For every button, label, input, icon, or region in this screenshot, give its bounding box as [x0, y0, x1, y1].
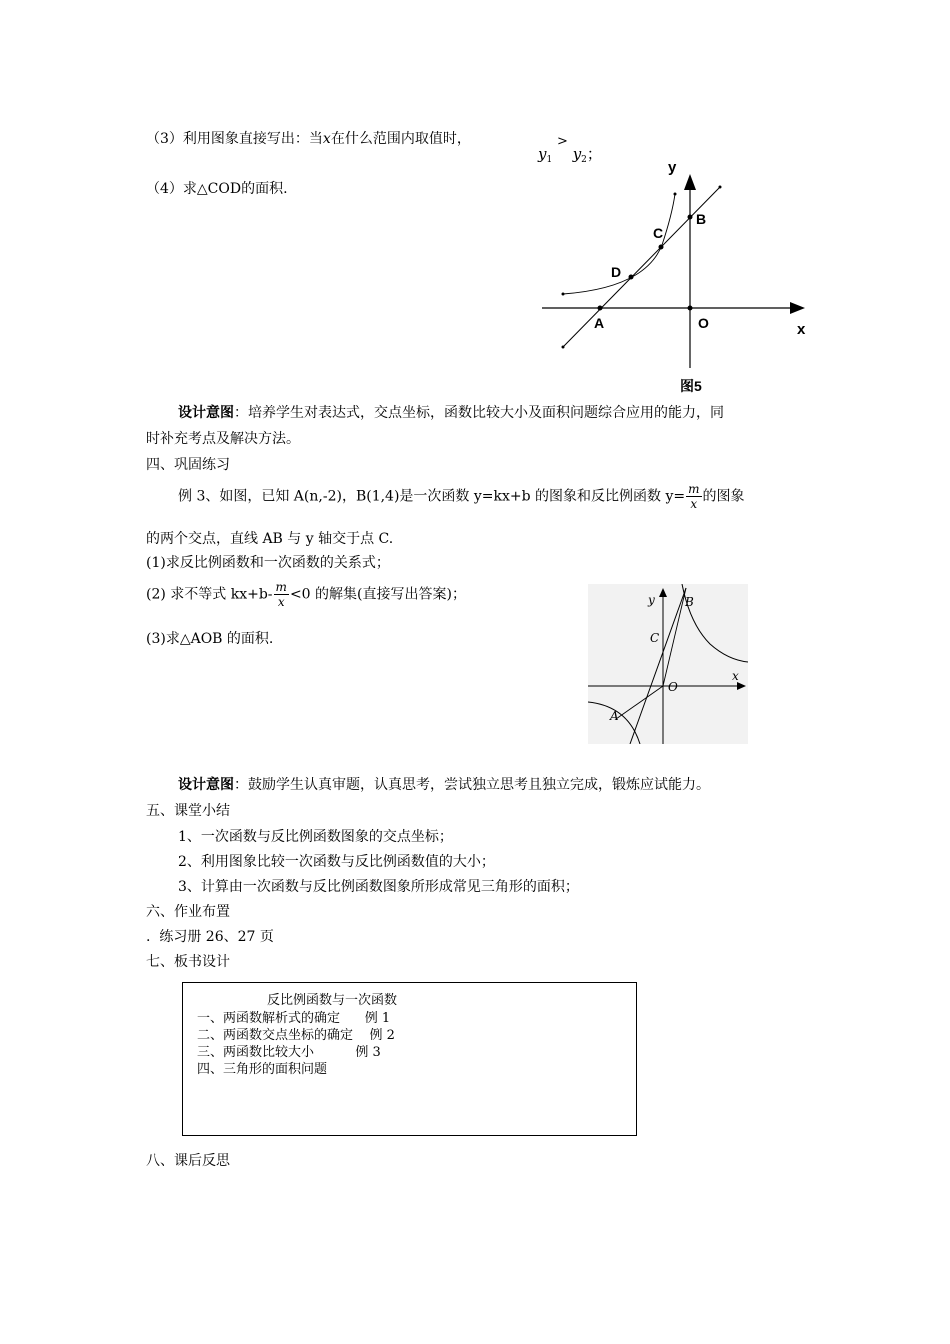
summary-item-3: 3、计算由一次函数与反比例函数图象所形成常见三角形的面积； — [178, 879, 579, 895]
curve-end-point — [562, 293, 565, 296]
board-line-4: 四、三角形的面积问题 — [197, 1062, 328, 1077]
line-ab — [630, 588, 686, 744]
figure-example-3-graph — [588, 584, 748, 744]
point-c — [659, 245, 664, 250]
label-y: y — [668, 159, 677, 176]
figure-5 — [530, 150, 820, 400]
example-3-q3: (3)求△AOB 的面积. — [146, 631, 274, 647]
figure-example-3 — [588, 584, 748, 744]
section-4-heading: 四、巩固练习 — [146, 457, 230, 473]
homework: . 练习册 26、27 页 — [146, 929, 274, 945]
label-b: B — [685, 595, 694, 609]
board-title: 反比例函数与一次函数 — [267, 993, 398, 1008]
example-3: 例 3、如图，已知 A(n,-2)，B(1,4)是一次函数 y=kx+b 的图象和反比例函数 y= $\frac{m}{x}$ 的图象 — [178, 482, 745, 511]
label-x: x — [732, 669, 739, 683]
section-7-heading: 七、板书设计 — [146, 954, 230, 970]
line-end-point — [719, 186, 722, 189]
label-a: A — [594, 315, 605, 331]
label-x: x — [797, 321, 806, 338]
question-4: （4）求△COD的面积. — [146, 181, 288, 197]
segment-ob — [663, 588, 686, 686]
segment-ao — [616, 686, 663, 719]
x-axis-arrow — [790, 302, 805, 314]
example-3-q2: (2) 求不等式 kx+b- $\frac{m}{x}$ <0 的解集(直接写出答案)； — [146, 580, 466, 609]
point-a — [598, 306, 603, 311]
curve-end-point — [674, 193, 677, 196]
label-y: y — [648, 593, 655, 607]
summary-item-2: 2、利用图象比较一次函数与反比例函数值的大小； — [178, 854, 495, 870]
label-d: D — [611, 264, 622, 280]
question-3: （3）利用图象直接写出：当x在什么范围内取值时， — [146, 131, 471, 147]
label-o: O — [668, 680, 678, 694]
y-axis-arrow — [684, 174, 696, 190]
x-axis-arrow — [737, 682, 746, 690]
fraction-m-over-x: $\frac{m}{x}$ — [688, 482, 700, 511]
point-d — [629, 275, 634, 280]
design-intent-1-cont: 时补充考点及解决方法。 — [146, 431, 300, 447]
line-end-point — [562, 346, 565, 349]
board-design-box — [182, 982, 637, 1136]
point-b — [688, 215, 693, 220]
section-8-heading: 八、课后反思 — [146, 1153, 230, 1169]
board-line-3: 三、两函数比较大小 例 3 — [197, 1045, 381, 1060]
section-5-heading: 五、课堂小结 — [146, 803, 230, 819]
board-line-1: 一、两函数解析式的确定 例 1 — [197, 1011, 391, 1026]
point-o — [688, 306, 693, 311]
fraction-m-over-x: $\frac{m}{x}$ — [275, 580, 287, 609]
summary-item-1: 1、一次函数与反比例函数图象的交点坐标； — [178, 829, 453, 845]
label-a: A — [610, 709, 619, 723]
y1-gt-y2: $y_1 > y_2$； — [538, 134, 602, 165]
design-intent-2: 设计意图：鼓励学生认真审题，认真思考，尝试独立思考且独立完成，锻炼应试能力。 — [178, 776, 710, 793]
board-line-2: 二、两函数交点坐标的确定 例 2 — [197, 1028, 395, 1043]
y-axis-arrow — [659, 588, 667, 597]
label-b: B — [696, 211, 707, 227]
label-c: C — [653, 225, 664, 241]
example-3-q1: (1)求反比例函数和一次函数的关系式； — [146, 555, 390, 571]
label-o: O — [698, 315, 709, 331]
label-c: C — [650, 631, 660, 645]
figure-caption: 图5 — [680, 378, 702, 394]
section-6-heading: 六、作业布置 — [146, 904, 230, 920]
design-intent-1: 设计意图：培养学生对表达式，交点坐标，函数比较大小及面积问题综合应用的能力，同 — [178, 404, 724, 421]
example-3-cont: 的两个交点，直线 AB 与 y 轴交于点 C. — [146, 531, 394, 547]
